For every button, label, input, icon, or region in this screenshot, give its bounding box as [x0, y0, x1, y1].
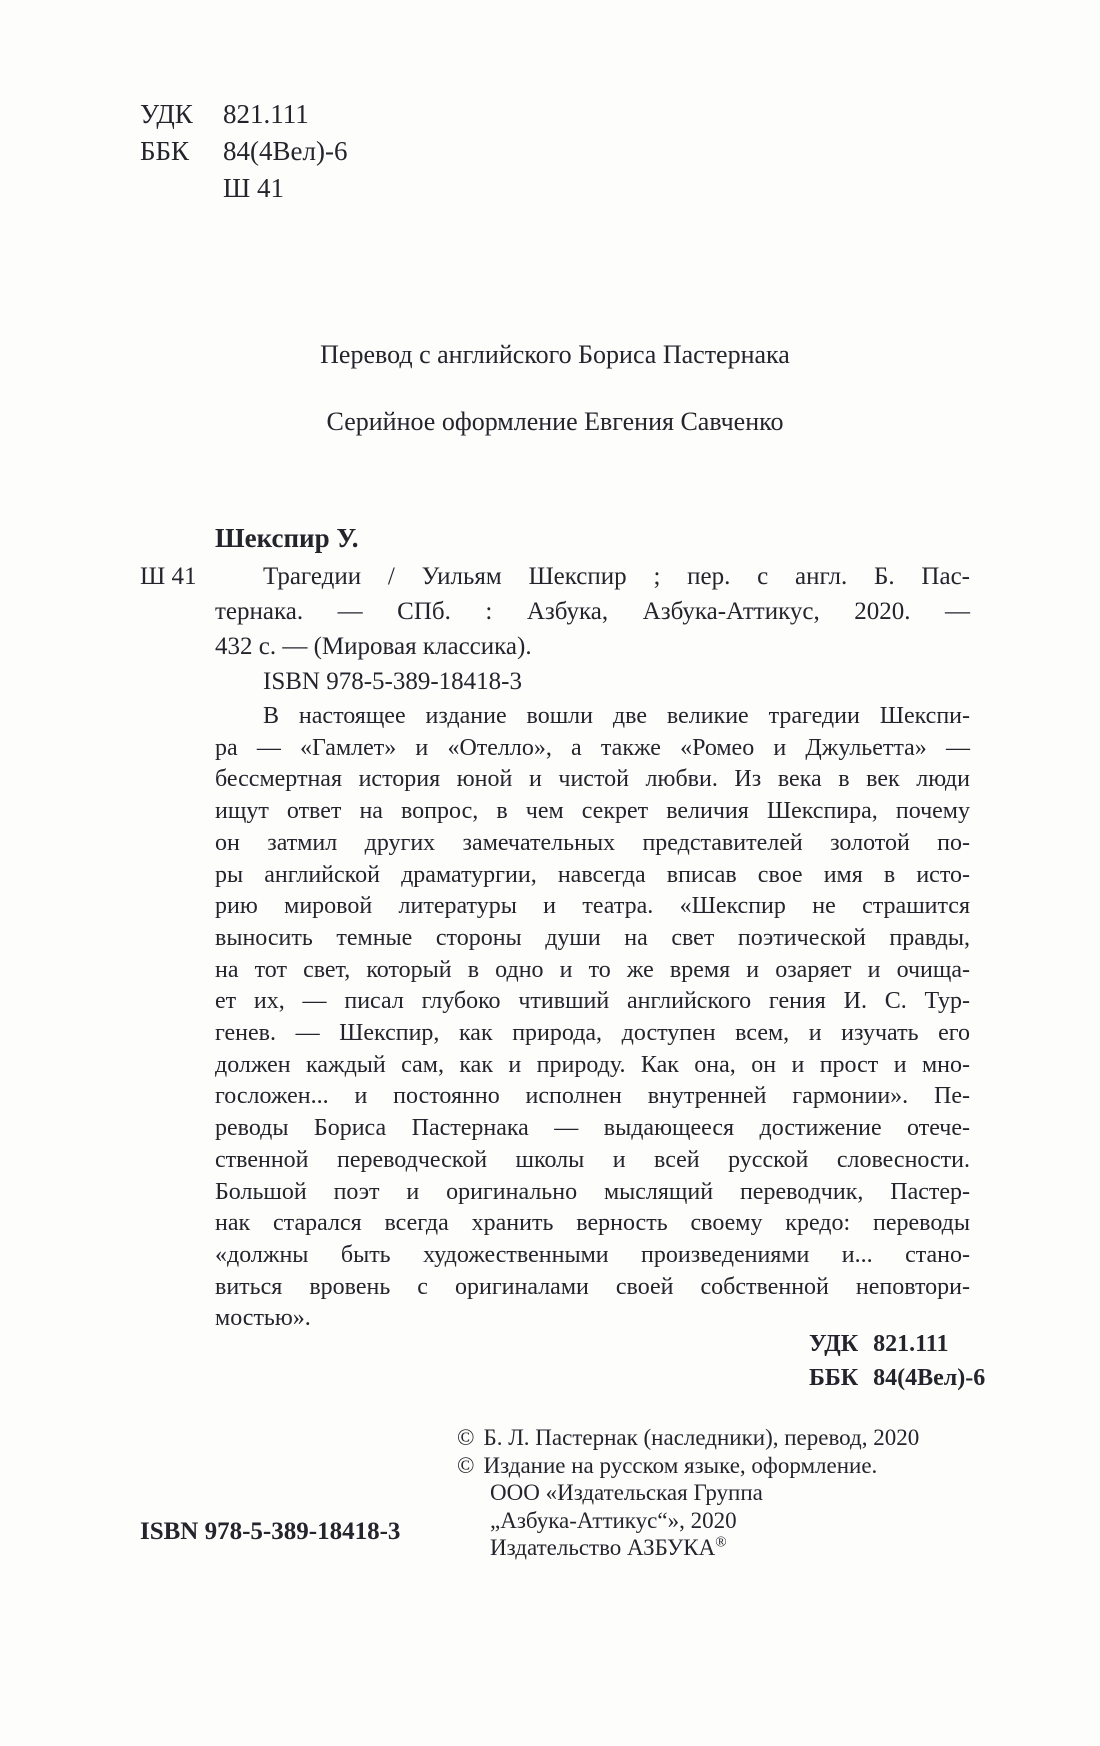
annotation-line: реводы Бориса Пастернака — выдающееся достижение отече- [215, 1115, 970, 1142]
bbk-value: 84(4Вел)-6 [223, 136, 348, 166]
annotation-line: на тот свет, который в одно и то же время и озаряет и очища- [215, 956, 970, 983]
udk-code-line [140, 96, 347, 133]
copyright-line-translator [457, 1424, 919, 1452]
annotation-line: нак старался всегда хранить верность своему кредо: переводы [215, 1210, 970, 1237]
author-heading: Шекспир У. [215, 523, 359, 553]
annotation-line: генев. — Шекспир, как природа, доступен всем, и изучать его [215, 1020, 970, 1047]
top-classification-codes [140, 96, 347, 207]
bottom-bbk-line [809, 1361, 985, 1395]
annotation-line: ры английской драматургии, навсегда вписав свое имя в исто- [215, 861, 970, 888]
isbn-bottom: ISBN 978-5-389-18418-3 [140, 1518, 401, 1545]
author-sign: Ш 41 [223, 173, 284, 203]
catalog-card [140, 521, 970, 699]
annotation-paragraph [215, 701, 970, 1335]
bottom-classification-codes [809, 1327, 985, 1395]
publisher-line [457, 1534, 919, 1562]
annotation-line: ищут ответ на вопрос, в чем секрет величия Шекспира, почему [215, 798, 970, 825]
copyright-edition-text: Издание на русском языке, оформление. [483, 1452, 878, 1478]
annotation-line: выносить темные стороны души на свет поэтической правды, [215, 924, 970, 951]
annotation-line: виться вровень с оригиналами своей собственной неповтори- [215, 1273, 970, 1300]
annotation-line: ет их, — писал глубоко чтивший английского гения И. С. Тур- [215, 988, 970, 1015]
catalog-line-3: 432 с. — (Мировая классика). [215, 633, 532, 660]
udk-label: УДК [140, 99, 193, 129]
udk-value: 821.111 [223, 99, 309, 129]
bottom-udk-line [809, 1327, 985, 1361]
copyright-symbol: © [457, 1425, 475, 1450]
catalog-line-1-text: Трагедии / Уильям Шекспир ; пер. с англ. Б. Пас- [263, 563, 970, 590]
annotation-line: Большой поэт и оригинально мыслящий переводчик, Пастер- [215, 1178, 970, 1205]
catalog-margin-code: Ш 41 [140, 563, 197, 590]
annotation-line: «должны быть художественными произведениями и... стано- [215, 1241, 970, 1268]
author-sign-line [140, 170, 347, 207]
copyright-translator-text: Б. Л. Пастернак (наследники), перевод, 2020 [483, 1425, 920, 1450]
series-design-credit: Серийное оформление Евгения Савченко [326, 407, 784, 436]
bottom-bbk-label: ББК [809, 1365, 859, 1391]
annotation-line: ра — «Гамлет» и «Отелло», а также «Ромео и Джульетта» — [215, 734, 970, 761]
annotation-line: должен каждый сам, как и природу. Как она, он и прост и мно- [215, 1051, 970, 1078]
annotation-line: он затмил других замечательных представителей золотой по- [215, 829, 970, 856]
annotation-line: госложен... и постоянно исполнен внутренней гармонии». Пе- [215, 1083, 970, 1110]
registered-trademark-mark: ® [715, 1534, 727, 1551]
bbk-code-line [140, 133, 347, 170]
annotation-line: мостью». [215, 1305, 311, 1332]
copyright-publishing-group-cont: „Азбука-Аттикус“», 2020 [490, 1507, 737, 1533]
bbk-label: ББК [140, 136, 190, 166]
bottom-bbk-value: 84(4Вел)-6 [873, 1365, 986, 1391]
copyright-symbol: © [457, 1452, 475, 1478]
bottom-udk-label: УДК [809, 1331, 859, 1357]
catalog-isbn: ISBN 978-5-389-18418-3 [263, 668, 523, 695]
annotation-line: В настоящее издание вошли две великие трагедии Шекспи- [263, 703, 970, 729]
annotation-line: бессмертная история юной и чистой любви. Из века в век люди [215, 766, 970, 793]
catalog-line-2: тернака. — СПб. : Азбука, Азбука-Аттикус, 2020. — [215, 598, 970, 625]
translation-credit: Перевод с английского Бориса Пастернака [320, 340, 790, 369]
copyright-line-edition [457, 1452, 919, 1480]
copyright-block [457, 1424, 919, 1562]
catalog-line-1 [140, 559, 970, 594]
bottom-udk-value: 821.111 [873, 1331, 949, 1357]
annotation-line: ственной переводческой школы и всей русской словесности. [215, 1146, 970, 1173]
publisher-name: Издательство АЗБУКА [490, 1535, 716, 1560]
copyright-publishing-group: ООО «Издательская Группа [490, 1480, 763, 1505]
annotation-line: рию мировой литературы и театра. «Шекспир не страшится [215, 893, 970, 920]
